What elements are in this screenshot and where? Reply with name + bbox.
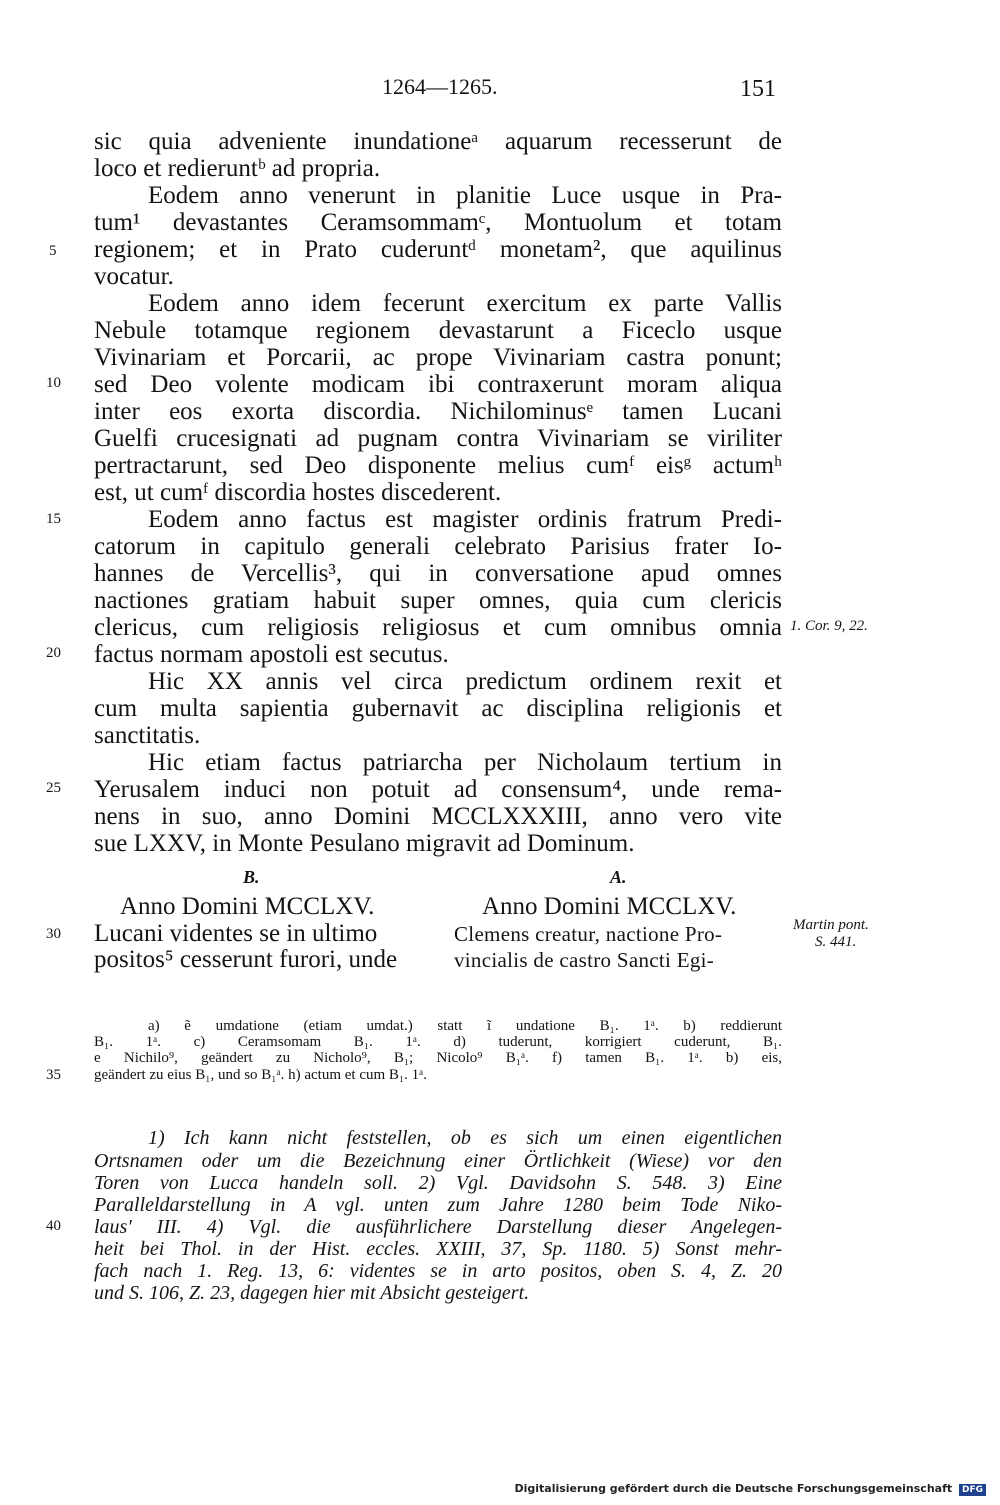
footnote-line: und S. 106, Z. 23, dagegen hier mit Absicht gesteigert. <box>94 1282 530 1304</box>
apparatus-line: B₁. 1ᵃ. c) Ceramsomam B₁. 1ᵃ. d) tuderunt, korrigiert cuderunt, B₁. <box>94 1034 782 1050</box>
column-left-line: Lucani videntes se in ultimo <box>94 920 378 947</box>
footnote-line: laus' III. 4) Vgl. die ausführlichere Darstellung dieser Angelegen- <box>94 1216 782 1238</box>
line-number: 30 <box>46 926 61 942</box>
margin-reference: S. 441. <box>815 934 857 950</box>
text-line: sanctitatis. <box>94 722 201 749</box>
text-line: sue LXXV, in Monte Pesulano migravit ad Dominum. <box>94 830 635 857</box>
line-number: 40 <box>46 1218 61 1234</box>
column-right-line: vincialis de castro Sancti Egi- <box>454 948 715 972</box>
line-number: 5 <box>49 243 57 259</box>
column-left-line: positos⁵ cesserunt furori, unde <box>94 946 398 973</box>
margin-reference: 1. Cor. 9, 22. <box>790 618 868 634</box>
text-line: Vivinariam et Porcarii, ac prope Vivinariam castra ponunt; <box>94 344 782 371</box>
text-line: Eodem anno venerunt in planitie Luce usque in Pra- <box>148 182 782 209</box>
text-line: Eodem anno factus est magister ordinis fratrum Predi- <box>148 506 782 533</box>
text-line: nactiones gratiam habuit super omnes, quia cum clericis <box>94 587 782 614</box>
line-number: 15 <box>46 511 61 527</box>
line-number: 35 <box>46 1067 61 1083</box>
text-line: tum¹ devastantes Ceramsommamᶜ, Montuolum et totam <box>94 209 782 236</box>
text-line: cum multa sapientia gubernavit ac disciplina religionis et <box>94 695 782 722</box>
text-line: regionem; et in Prato cuderuntᵈ monetam², que aquilinus <box>94 236 782 263</box>
running-title: 1264—1265. <box>382 74 498 99</box>
text-line: Hic etiam factus patriarcha per Nicholaum tertium in <box>148 749 782 776</box>
footnote-line: 1) Ich kann nicht feststellen, ob es sich um einen eigentlichen <box>148 1127 782 1149</box>
text-line: catorum in capitulo generali celebrato Parisius frater Io- <box>94 533 782 560</box>
footnote-line: Toren von Lucca handeln soll. 2) Vgl. Davidsohn S. 548. 3) Eine <box>94 1172 782 1194</box>
dfg-logo: DFG <box>959 1484 986 1496</box>
line-number: 25 <box>46 780 61 796</box>
text-line: sic quia adveniente inundationeᵃ aquarum recesserunt de <box>94 128 782 155</box>
column-heading-right: Anno Domini MCCLXV. <box>482 893 737 920</box>
margin-reference: Martin pont. <box>793 917 869 933</box>
text-line: clericus, cum religiosis religiosus et cum omnibus omnia <box>94 614 782 641</box>
apparatus-line: e Nichilo⁹, geändert zu Nicholo⁹, B₁; Nicolo⁹ B₁ᵃ. f) tamen B₁. 1ᵃ. b) eis, <box>94 1050 782 1066</box>
column-heading-left: Anno Domini MCCLXV. <box>120 893 375 920</box>
footnote-line: heit bei Thol. in der Hist. eccles. XXIII, 37, Sp. 1180. 5) Sonst mehr- <box>94 1238 782 1260</box>
text-line: nens in suo, anno Domini MCCLXXXIII, anno vero vite <box>94 803 782 830</box>
text-line: Eodem anno idem fecerunt exercitum ex parte Vallis <box>148 290 782 317</box>
footnote-line: Paralleldarstellung in A vgl. unten zum Jahre 1280 beim Tode Niko- <box>94 1194 782 1216</box>
text-line: sed Deo volente modicam ibi contraxerunt moram aliqua <box>94 371 782 398</box>
column-siglum-right: A. <box>610 867 627 887</box>
apparatus-line: geändert zu eius B₁, und so B₁ᵃ. h) actum et cum B₁. 1ᵃ. <box>94 1067 427 1083</box>
footnote-line: fach nach 1. Reg. 13, 6: videntes se in arto positos, oben S. 4, Z. 20 <box>94 1260 782 1282</box>
text-line: hannes de Vercellis³, qui in conversatione apud omnes <box>94 560 782 587</box>
text-line: factus normam apostoli est secutus. <box>94 641 449 668</box>
line-number: 10 <box>46 375 61 391</box>
apparatus-line: a) ẽ umdatione (etiam umdat.) statt ĩ undatione B₁. 1ᵃ. b) reddierunt <box>148 1018 782 1034</box>
text-line: vocatur. <box>94 263 174 290</box>
column-siglum-left: B. <box>243 867 260 887</box>
text-line: Guelfi crucesignati ad pugnam contra Vivinariam se viriliter <box>94 425 782 452</box>
text-line: Yerusalem induci non potuit ad consensum⁴, unde rema- <box>94 776 782 803</box>
column-right-line: Clemens creatur, nactione Pro- <box>454 922 723 946</box>
text-line: loco et redieruntᵇ ad propria. <box>94 155 381 182</box>
text-line: est, ut cumᶠ discordia hostes discederent. <box>94 479 502 506</box>
text-line: inter eos exorta discordia. Nichilominusᵉ tamen Lucani <box>94 398 782 425</box>
digitization-credit <box>514 1482 986 1496</box>
text-line: pertractarunt, sed Deo disponente melius cumᶠ eisᵍ actumʰ <box>94 452 782 479</box>
text-line: Hic XX annis vel circa predictum ordinem rexit et <box>148 668 782 695</box>
footnote-line: Ortsnamen oder um die Bezeichnung einer Örtlichkeit (Wiese) vor den <box>94 1150 782 1172</box>
line-number: 20 <box>46 645 61 661</box>
page-number: 151 <box>740 76 776 102</box>
text-line: Nebule totamque regionem devastarunt a Ficeclo usque <box>94 317 782 344</box>
credit-text: Digitalisierung gefördert durch die Deutsche Forschungsgemeinschaft <box>514 1482 953 1495</box>
